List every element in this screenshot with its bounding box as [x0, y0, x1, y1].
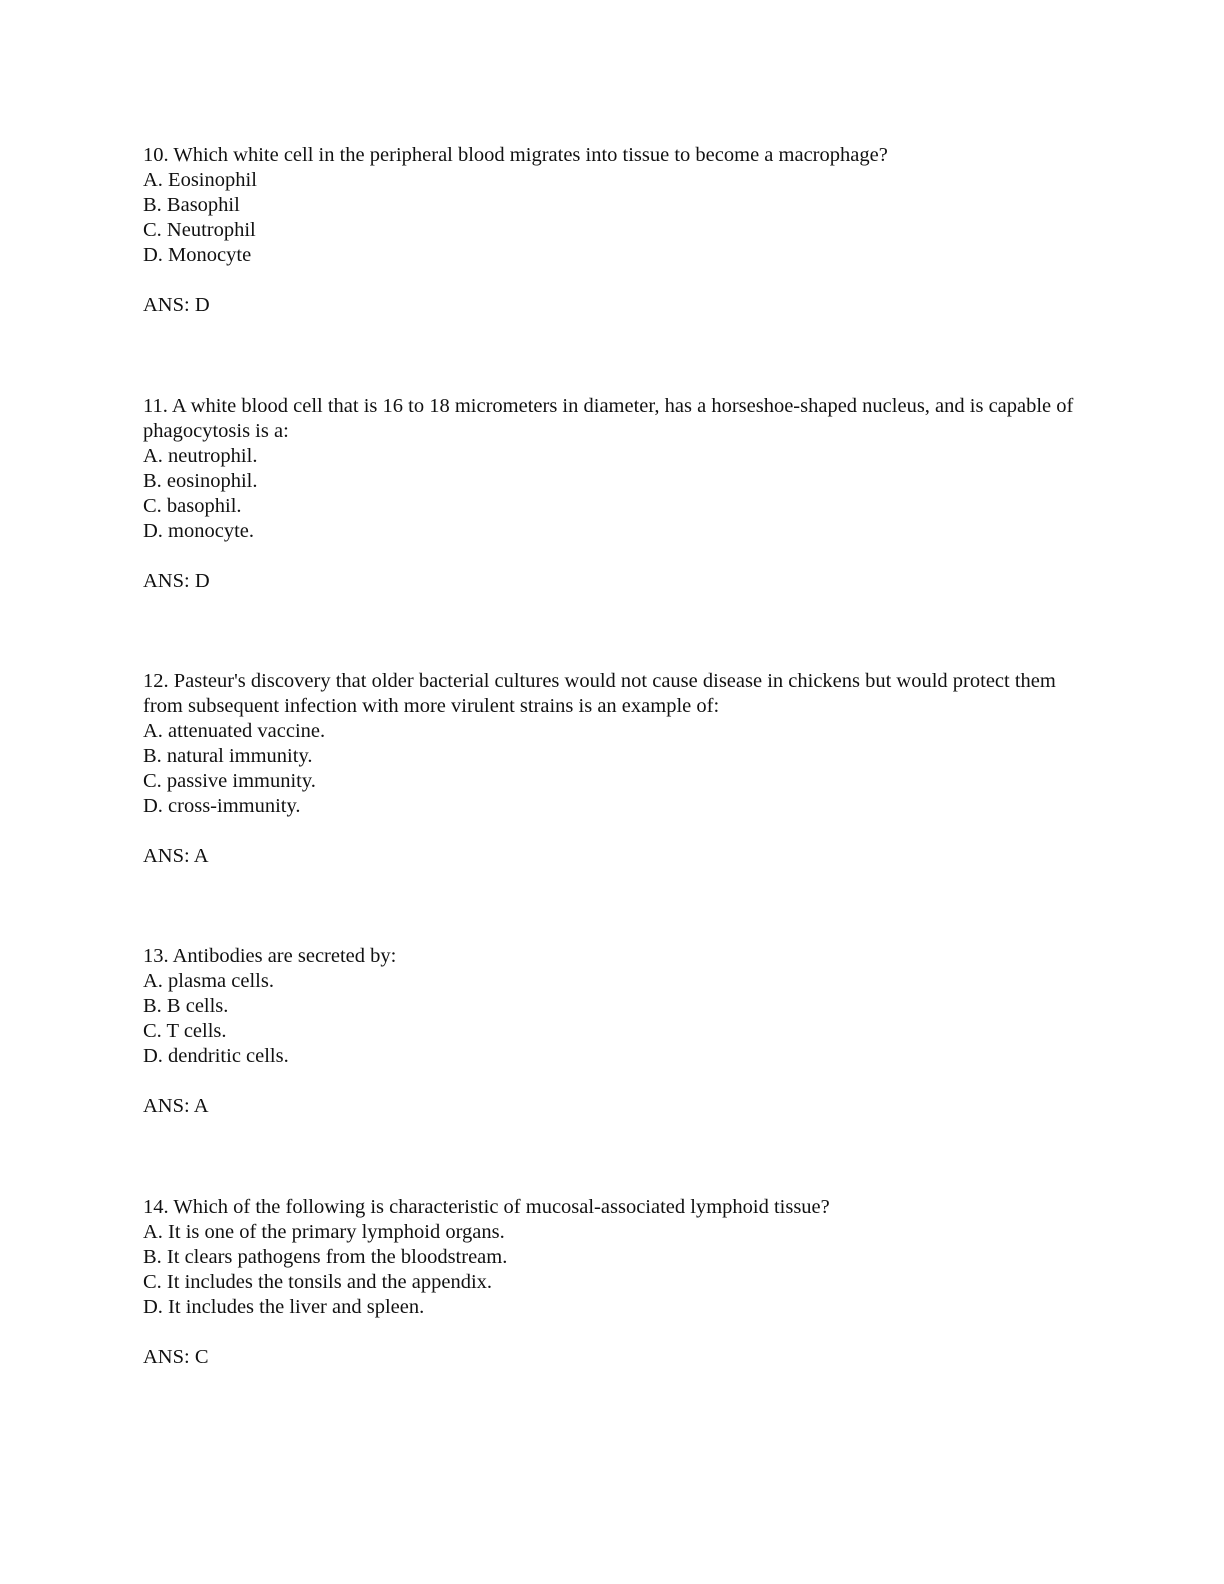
option-a: A. plasma cells.: [143, 970, 274, 992]
answer-key: ANS: D: [143, 294, 210, 316]
answer-key: ANS: A: [143, 1095, 209, 1117]
question-text: 10. Which white cell in the peripheral blood migrates into tissue to become a macrophage?: [143, 144, 888, 166]
option-b: B. natural immunity.: [143, 745, 313, 767]
option-b: B. B cells.: [143, 995, 229, 1017]
option-d: D. Monocyte: [143, 244, 252, 266]
option-a: A. neutrophil.: [143, 445, 258, 467]
option-b: B. Basophil: [143, 194, 240, 216]
answer-key: ANS: C: [143, 1346, 209, 1368]
option-list: [143, 444, 1083, 544]
answer-key: ANS: D: [143, 570, 210, 592]
option-d: D. dendritic cells.: [143, 1045, 289, 1067]
option-c: C. basophil.: [143, 495, 242, 517]
question-text: 14. Which of the following is characteristic of mucosal-associated lymphoid tissue?: [143, 1196, 830, 1218]
option-a: A. Eosinophil: [143, 169, 257, 191]
option-list: [143, 719, 1083, 819]
option-c: C. Neutrophil: [143, 219, 256, 241]
question-text: 11. A white blood cell that is 16 to 18 micrometers in diameter, has a horseshoe-shaped nucleus, and is capable of phagocytosis is a:: [143, 395, 1074, 442]
option-list: [143, 1220, 1083, 1320]
option-a: A. It is one of the primary lymphoid organs.: [143, 1221, 505, 1243]
option-c: C. It includes the tonsils and the appendix.: [143, 1271, 493, 1293]
question-text: 12. Pasteur's discovery that older bacterial cultures would not cause disease in chickens but would protect them from subsequent infection with more virulent strains is an example of:: [143, 670, 1056, 717]
option-b: B. eosinophil.: [143, 470, 258, 492]
option-c: C. T cells.: [143, 1020, 227, 1042]
option-list: [143, 168, 1083, 268]
question-11: [143, 394, 1083, 594]
option-list: [143, 969, 1083, 1069]
option-d: D. It includes the liver and spleen.: [143, 1296, 425, 1318]
question-14: [143, 1195, 1083, 1370]
answer-key: ANS: A: [143, 845, 209, 867]
option-b: B. It clears pathogens from the bloodstream.: [143, 1246, 508, 1268]
option-d: D. cross-immunity.: [143, 795, 301, 817]
question-13: [143, 944, 1083, 1119]
option-d: D. monocyte.: [143, 520, 255, 542]
option-a: A. attenuated vaccine.: [143, 720, 326, 742]
question-12: [143, 669, 1083, 869]
question-text: 13. Antibodies are secreted by:: [143, 945, 397, 967]
option-c: C. passive immunity.: [143, 770, 316, 792]
question-10: [143, 143, 1083, 318]
